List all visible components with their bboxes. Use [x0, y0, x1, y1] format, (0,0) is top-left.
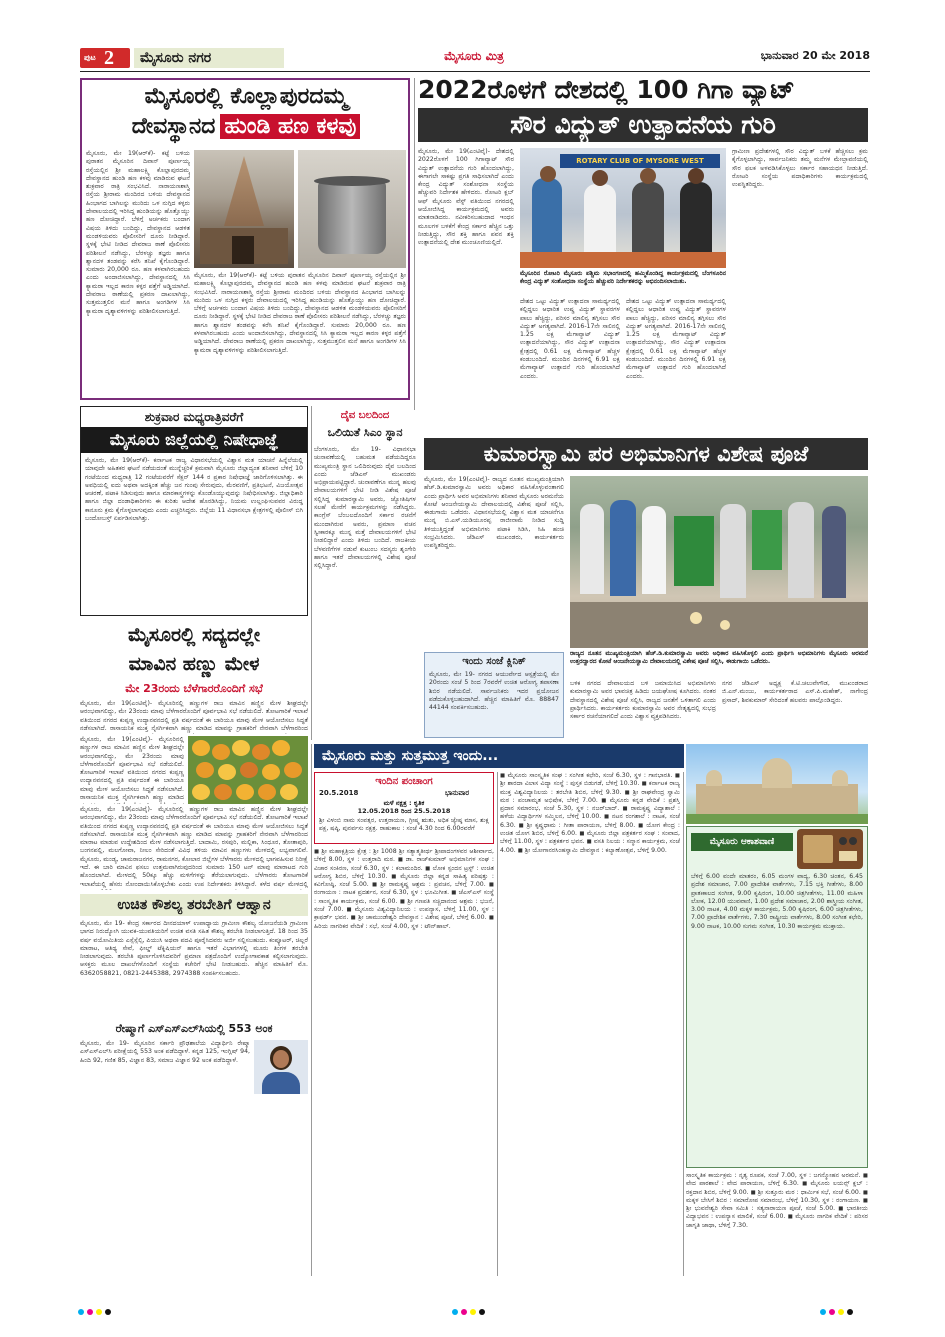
temple-body: ಮೈಸೂರು, ಮೇ 19(ಆರ್‌ಕೆ)- ಕಟ್ಟೆ ಬಳಿಯ ಪುರಾತನ ಮೈಸೂರಿನ ದಿವಾನ್ ಪೂರ್ಣಯ್ಯ ರಸ್ತೆಯಲ್ಲಿನ ಶ್ರೀ ಮಹಾಲಕ್ಷ್ಮಿ ಕೊಲ್ಲಾಪುರದಮ್ಮ ದೇವಸ್ಥಾನದ ಹುಂಡಿ ಹಣ ಕಳವು ಮಾಡಿರುವ ಘಟನೆ ಶುಕ್ರವಾರ ರಾತ್ರಿ ಸಂಭವಿಸಿದೆ. ನಾರಾಯಣಶಾಸ್ತ್ರಿ ರಸ್ತೆಯ ಶ್ರೀರಾಮ ಮಂದಿರದ ಬಳಿಯ ದೇವಸ್ಥಾನದ ಹಿಂಭಾಗದ ಬಾಗಿಲನ್ನು ಮುರಿದು ಒಳ ನುಗ್ಗಿದ ಕಳ್ಳರು ದೇವಾಲಯದಲ್ಲಿ ಇರಿಸಿದ್ದ ಹುಂಡಿಯನ್ನು ಹೊತ್ತೊಯ್ದು ಹಣ ದೋಚಿದ್ದಾರೆ. ಬೆಳಿಗ್ಗೆ ಅರ್ಚಕರು ಬಂದಾಗ ವಿಷಯ ತಿಳಿದು ಬಂದಿದ್ದು, ದೇವಸ್ಥಾನದ ಆಡಳಿತ ಮಂಡಳಿಯವರು ಪೊಲೀಸರಿಗೆ ದೂರು ನೀಡಿದ್ದಾರೆ. ಸ್ಥಳಕ್ಕೆ ಭೇಟಿ ನೀಡಿದ ದೇವರಾಜ ಠಾಣೆ ಪೊಲೀಸರು ಪರಿಶೀಲನೆ ನಡೆಸಿದ್ದು, ಬೆರಳಚ್ಚು ತಜ್ಞರು ಹಾಗೂ ಶ್ವಾನದಳ ತಂಡವನ್ನು ಕರೆಸಿ ತನಿಖೆ ಕೈಗೊಂಡಿದ್ದಾರೆ. ಸುಮಾರು 20,000 ರೂ. ಹಣ ಕಳವಾಗಿರಬಹುದು ಎಂದು ಅಂದಾಜಿಸಲಾಗಿದ್ದು, ದೇವಸ್ಥಾನದಲ್ಲಿ ಸಿಸಿ ಕ್ಯಾಮರಾ ಇಲ್ಲದ ಕಾರಣ ಕಳ್ಳರ ಪತ್ತೆಗೆ ಅಡ್ಡಿಯಾಗಿದೆ. ದೇವರಾಜ ಠಾಣೆಯಲ್ಲಿ ಪ್ರಕರಣ ದಾಖಲಾಗಿದ್ದು, ಸುತ್ತಮುತ್ತಲಿನ ಮನೆ ಹಾಗೂ ಅಂಗಡಿಗಳ ಸಿಸಿ ಕ್ಯಾಮರಾ ದೃಶ್ಯಾವಳಿಗಳನ್ನು ಪರಿಶೀಲಿಸಲಾಗುತ್ತಿದೆ.	[86, 150, 190, 315]
kumaraswamy-body-2: ಬಳಿಕ ನಗರದ ದೇವಾಲಯದ ಬಳಿ ಜಮಾಯಿಸಿದ ಅಭಿಮಾನಿಗಳು ಕುಮಾರಸ್ವಾಮಿ ಅವರ ಭಾವಚಿತ್ರ ಹಿಡಿದು ಜಯಘೋಷ ಕೂಗಿದರು. ನಂತರ ದೇವಸ್ಥಾನದಲ್ಲಿ ವಿಶೇಷ ಪೂಜೆ ಸಲ್ಲಿಸಿ, ರಾಜ್ಯದ ಜನತೆಗೆ ಒಳಿತಾಗಲಿ ಎಂದು ಪ್ರಾರ್ಥಿಸಿದರು. ಕಾರ್ಯಕರ್ತರು ಕುಮಾರಸ್ವಾಮಿ ಅವರ ನೇತೃತ್ವದಲ್ಲಿ ಸುಭದ್ರ ಸರ್ಕಾರ ರಚನೆಯಾಗಲಿದೆ ಎಂದು ವಿಶ್ವಾಸ ವ್ಯಕ್ತಪಡಿಸಿದರು.	[570, 680, 716, 721]
registration-marks-center	[452, 1300, 488, 1319]
temple-body-continued: ಮೈಸೂರು, ಮೇ 19(ಆರ್‌ಕೆ)- ಕಟ್ಟೆ ಬಳಿಯ ಪುರಾತನ ಮೈಸೂರಿನ ದಿವಾನ್ ಪೂರ್ಣಯ್ಯ ರಸ್ತೆಯಲ್ಲಿನ ಶ್ರೀ ಮಹಾಲಕ್ಷ್ಮಿ ಕೊಲ್ಲಾಪುರದಮ್ಮ ದೇವಸ್ಥಾನದ ಹುಂಡಿ ಹಣ ಕಳವು ಮಾಡಿರುವ ಘಟನೆ ಶುಕ್ರವಾರ ರಾತ್ರಿ ಸಂಭವಿಸಿದೆ. ನಾರಾಯಣಶಾಸ್ತ್ರಿ ರಸ್ತೆಯ ಶ್ರೀರಾಮ ಮಂದಿರದ ಬಳಿಯ ದೇವಸ್ಥಾನದ ಹಿಂಭಾಗದ ಬಾಗಿಲನ್ನು ಮುರಿದು ಒಳ ನುಗ್ಗಿದ ಕಳ್ಳರು ದೇವಾಲಯದಲ್ಲಿ ಇರಿಸಿದ್ದ ಹುಂಡಿಯನ್ನು ಹೊತ್ತೊಯ್ದು ಹಣ ದೋಚಿದ್ದಾರೆ. ಬೆಳಿಗ್ಗೆ ಅರ್ಚಕರು ಬಂದಾಗ ವಿಷಯ ತಿಳಿದು ಬಂದಿದ್ದು, ದೇವಸ್ಥಾನದ ಆಡಳಿತ ಮಂಡಳಿಯವರು ಪೊಲೀಸರಿಗೆ ದೂರು ನೀಡಿದ್ದಾರೆ. ಸ್ಥಳಕ್ಕೆ ಭೇಟಿ ನೀಡಿದ ದೇವರಾಜ ಠಾಣೆ ಪೊಲೀಸರು ಪರಿಶೀಲನೆ ನಡೆಸಿದ್ದು, ಬೆರಳಚ್ಚು ತಜ್ಞರು ಹಾಗೂ ಶ್ವಾನದಳ ತಂಡವನ್ನು ಕರೆಸಿ ತನಿಖೆ ಕೈಗೊಂಡಿದ್ದಾರೆ. ಸುಮಾರು 20,000 ರೂ. ಹಣ ಕಳವಾಗಿರಬಹುದು ಎಂದು ಅಂದಾಜಿಸಲಾಗಿದ್ದು, ದೇವಸ್ಥಾನದಲ್ಲಿ ಸಿಸಿ ಕ್ಯಾಮರಾ ಇಲ್ಲದ ಕಾರಣ ಕಳ್ಳರ ಪತ್ತೆಗೆ ಅಡ್ಡಿಯಾಗಿದೆ. ದೇವರಾಜ ಠಾಣೆಯಲ್ಲಿ ಪ್ರಕರಣ ದಾಖಲಾಗಿದ್ದು, ಸುತ್ತಮುತ್ತಲಿನ ಮನೆ ಹಾಗೂ ಅಂಗಡಿಗಳ ಸಿಸಿ ಕ್ಯಾಮರಾ ದೃಶ್ಯಾವಳಿಗಳನ್ನು ಪರಿಶೀಲಿಸಲಾಗುತ್ತಿದೆ.	[194, 272, 406, 354]
mango-photo	[188, 736, 308, 804]
prohibition-headline: ಮೈಸೂರು ಜಿಲ್ಲೆಯಲ್ಲಿ ನಿಷೇಧಾಜ್ಞೆ	[81, 427, 307, 453]
supporters-photo	[570, 476, 868, 648]
registration-marks-left	[78, 1300, 114, 1319]
temple-story	[80, 78, 410, 400]
temple-headline-3: ಹುಂಡಿ ಹಣ ಕಳವು	[220, 114, 360, 139]
solar-body-col4: ಗ್ರಾಮೀಣ ಪ್ರದೇಶಗಳಲ್ಲಿ ಸೌರ ವಿದ್ಯುತ್ ಬಳಕೆ ಹೆಚ್ಚಿಸಲು ಕ್ರಮ ಕೈಗೊಳ್ಳಲಾಗಿದ್ದು, ಸಾರ್ವಜನಿಕರು ತಮ್ಮ ಮನೆಗಳ ಮೇಲ್ಛಾವಣಿಯಲ್ಲಿ ಸೌರ ಫಲಕ ಅಳವಡಿಸಿಕೊಳ್ಳಲು ಸರ್ಕಾರ ಸಹಾಯಧನ ನೀಡುತ್ತಿದೆ. ರೋಟರಿ ಸಂಸ್ಥೆಯ ಪದಾಧಿಕಾರಿಗಳು ಕಾರ್ಯಕ್ರಮದಲ್ಲಿ ಉಪಸ್ಥಿತರಿದ್ದರು.	[732, 148, 868, 189]
panchanga-date: 20.5.2018	[319, 789, 359, 797]
radio-icon	[797, 829, 863, 869]
hundi-photo	[298, 150, 406, 268]
panchanga-body: ಶ್ರೀ ವಿಳಂಬಿ ನಾಮ ಸಂವತ್ಸರ, ಉತ್ತರಾಯಣ, ಗ್ರೀಷ್ಮ ಋತು, ಅಧಿಕ ಜ್ಯೇಷ್ಠ ಮಾಸ, ಶುಕ್ಲ ಪಕ್ಷ, ಷಷ್ಠಿ, ಪುನರ್ವಸು ನಕ್ಷತ್ರ. ರಾಹುಕಾಲ : ಸಂಜೆ 4.30 ರಿಂದ 6.00ರವರೆಗೆ	[319, 817, 489, 833]
cm-body: ಬೆಂಗಳೂರು, ಮೇ 19- ವಿಧಾನಸಭಾ ಚುನಾವಣೆಯಲ್ಲಿ ಬಹುಮತ ಪಡೆಯದಿದ್ದರೂ ಮುಖ್ಯಮಂತ್ರಿ ಸ್ಥಾನ ಒಲಿದಿರುವುದು ದೈವ ಬಲದಿಂದ ಎಂದು ಜೆಡಿಎಸ್ ಮುಖಂಡರು ಅಭಿಪ್ರಾಯಪಟ್ಟಿದ್ದಾರೆ. ಚುನಾವಣೆಗೂ ಮುನ್ನ ಹಲವು ದೇವಾಲಯಗಳಿಗೆ ಭೇಟಿ ನೀಡಿ ವಿಶೇಷ ಪೂಜೆ ಸಲ್ಲಿಸಿದ್ದ ಕುಮಾರಸ್ವಾಮಿ ಅವರು, ಜ್ಯೋತಿಷಿಗಳ ಸಲಹೆ ಮೇರೆಗೆ ಕಾರ್ಯಕ್ರಮಗಳನ್ನು ನಡೆಸಿದ್ದರು. ಕಾಂಗ್ರೆಸ್ ಬೆಂಬಲದೊಂದಿಗೆ ಸರ್ಕಾರ ರಚನೆಗೆ ಮುಂದಾಗಿರುವ ಅವರು, ಪ್ರಮಾಣ ವಚನ ಸ್ವೀಕಾರಕ್ಕೂ ಮುನ್ನ ಮತ್ತೆ ದೇವಾಲಯಗಳಿಗೆ ಭೇಟಿ ನೀಡಲಿದ್ದಾರೆ ಎಂದು ತಿಳಿದು ಬಂದಿದೆ. ರಾಜಕೀಯ ಬೆಳವಣಿಗೆಗಳ ನಡುವೆ ಕುಟುಂಬ ಸದಸ್ಯರು ಶೃಂಗೇರಿ ಹಾಗೂ ಇತರೆ ದೇವಾಲಯಗಳಲ್ಲಿ ವಿಶೇಷ ಪೂಜೆ ಸಲ್ಲಿಸಿದ್ದಾರೆ.	[314, 446, 416, 570]
mango-body-bottom: ಮೈಸೂರು, ಮೇ 19(ಎಂಟಿವೈ)- ಮೈಸೂರಿನಲ್ಲಿ ಹಣ್ಣುಗಳ ರಾಜ ಮಾವಿನ ಹಣ್ಣಿನ ಮೇಳ ಶೀಘ್ರದಲ್ಲೇ ಆರಂಭವಾಗಲಿದ್ದು, ಮೇ 23ರಂದು ಮಾವು ಬೆಳೆಗಾರರೊಂದಿಗೆ ಪೂರ್ವಭಾವಿ ಸಭೆ ನಡೆಯಲಿದೆ. ತೋಟಗಾರಿಕೆ ಇಲಾಖೆ ವತಿಯಿಂದ ನಗರದ ಕುಪ್ಪಣ್ಣ ಉದ್ಯಾನವನದಲ್ಲಿ ಪ್ರತಿ ವರ್ಷದಂತೆ ಈ ಬಾರಿಯೂ ಮಾವು ಮೇಳ ಆಯೋಜಿಸಲು ಸಿದ್ಧತೆ ನಡೆಸಲಾಗಿದೆ. ರಾಸಾಯನಿಕ ಮುಕ್ತ ನೈಸರ್ಗಿಕವಾಗಿ ಹಣ್ಣು ಮಾಡಿದ ಮಾವನ್ನು ಗ್ರಾಹಕರಿಗೆ ನೇರವಾಗಿ ಬೆಳೆಗಾರರಿಂದ ಮಾರಾಟ ಮಾಡುವ ಉದ್ದೇಶದಿಂದ ಮೇಳ ನಡೆಸಲಾಗುತ್ತಿದೆ. ಬಾದಾಮಿ, ರಸಪುರಿ, ಮಲ್ಲಿಕಾ, ಸಿಂಧೂರ, ತೋತಾಪುರಿ, ಬಂಗನಪಲ್ಲಿ, ಮಲಗೋವಾ, ನೀಲಂ ಸೇರಿದಂತೆ ವಿವಿಧ ತಳಿಯ ಮಾವಿನ ಹಣ್ಣುಗಳು ಮೇಳದಲ್ಲಿ ಲಭ್ಯವಾಗಲಿವೆ. ಮೈಸೂರು, ಮಂಡ್ಯ, ಚಾಮರಾಜನಗರ, ರಾಮನಗರ, ಕೋಲಾರ ಜಿಲ್ಲೆಗಳ ಬೆಳೆಗಾರರು ಮೇಳದಲ್ಲಿ ಭಾಗವಹಿಸುವ ನಿರೀಕ್ಷೆ ಇದೆ. ಈ ಬಾರಿ ಮಾವಿನ ಫಸಲು ಉತ್ತಮವಾಗಿರುವುದರಿಂದ ಸುಮಾರು 150 ಟನ್ ಮಾವು ಮಾರಾಟದ ಗುರಿ ಹೊಂದಲಾಗಿದೆ. ಮೇಳದಲ್ಲಿ 50ಕ್ಕೂ ಹೆಚ್ಚು ಮಳಿಗೆಗಳನ್ನು ತೆರೆಯಲಾಗುವುದು. ಬೆಳೆಗಾರರು ತೋಟಗಾರಿಕೆ ಇಲಾಖೆಯಲ್ಲಿ ಹೆಸರು ನೋಂದಾಯಿಸಿಕೊಳ್ಳಬೇಕು ಎಂದು ಉಪ ನಿರ್ದೇಶಕರು ತಿಳಿಸಿದ್ದಾರೆ. ಕಳೆದ ವರ್ಷ ಮೇಳದಲ್ಲಿ	[80, 806, 308, 888]
sslc-body: ಮೈಸೂರು, ಮೇ 19- ಮೈಸೂರಿನ ಸರ್ಕಾರಿ ಪ್ರೌಢಶಾಲೆಯ ವಿದ್ಯಾರ್ಥಿನಿ ರೇಷ್ಮಾ ಎಸ್‌ಎಸ್‌ಎಲ್‌ಸಿ ಪರೀಕ್ಷೆಯಲ್ಲಿ 553 ಅಂಕ ಪಡೆದಿದ್ದಾಳೆ. ಕನ್ನಡ 125, ಇಂಗ್ಲಿಷ್ 94, ಹಿಂದಿ 92, ಗಣಿತ 85, ವಿಜ್ಞಾನ 83, ಸಮಾಜ ವಿಜ್ಞಾನ 92 ಅಂಕ ಪಡೆದಿದ್ದಾಳೆ.	[80, 1040, 250, 1064]
rotary-caption: ಮೈಸೂರಿನ ರೋಟರಿ ಮೈಸೂರು ಪಶ್ಚಿಮ ಸಭಾಂಗಣದಲ್ಲಿ ಹಮ್ಮಿಕೊಂಡಿದ್ದ ಕಾರ್ಯಕ್ರಮದಲ್ಲಿ ಬೆಂಗಳೂರಿನ ಕೇಂದ್ರ ವಿದ್ಯುತ್ ಸಂಶೋಧನಾ ಸಂಸ್ಥೆಯ ಹೆಚ್ಚುವರಿ ನಿರ್ದೇಶಕರನ್ನು ಅಭಿನಂದಿಸಲಾಯಿತು.	[520, 270, 726, 285]
events-col1: ◼ ಶ್ರೀ ಮಹಾಕ್ಷತ್ರಿಯ ಕ್ಷೇತ್ರ : ಶ್ರೀ 1008 ಶ್ರೀ ಸತ್ಯಾತ್ಮತೀರ್ಥ ಶ್ರೀಪಾದಂಗಳವರ ಆಶೀರ್ವಾದ, ಬೆಳಿಗ್ಗೆ 8.00, ಸ್ಥಳ : ಉತ್ತರಾದಿ ಮಠ. ◼ ಡಾ. ರಾಜ್‌ಕುಮಾರ್ ಅಭಿಮಾನಿಗಳ ಸಂಘ : ವಿಚಾರ ಸಂಕಿರಣ, ಸಂಜೆ 6.30, ಸ್ಥಳ : ಕಲಾಮಂದಿರ. ◼ ಲೋಕ ಸ್ಪಂದನ ಟ್ರಸ್ಟ್ : ಉಚಿತ ಆರೋಗ್ಯ ಶಿಬಿರ, ಬೆಳಿಗ್ಗೆ 10.30. ◼ ಮೈಸೂರು ಜಿಲ್ಲಾ ಕನ್ನಡ ಸಾಹಿತ್ಯ ಪರಿಷತ್ತು : ಕವಿಗೋಷ್ಠಿ, ಸಂಜೆ 5.00. ◼ ಶ್ರೀ ರಾಮಕೃಷ್ಣ ಆಶ್ರಮ : ಪ್ರವಚನ, ಬೆಳಿಗ್ಗೆ 7.00. ◼ ರಂಗಾಯಣ : ನಾಟಕ ಪ್ರದರ್ಶನ, ಸಂಜೆ 6.30, ಸ್ಥಳ : ಭೂಮಿಗೀತ. ◼ ಜೆಎಸ್‌ಎಸ್ ಸಂಸ್ಥೆ : ಸಾಂಸ್ಕೃತಿಕ ಕಾರ್ಯಕ್ರಮ, ಸಂಜೆ 6.00. ◼ ಶ್ರೀ ಗಣಪತಿ ಸಚ್ಚಿದಾನಂದ ಆಶ್ರಮ : ಭಜನೆ, ಸಂಜೆ 7.00. ◼ ಮೈಸೂರು ವಿಶ್ವವಿದ್ಯಾನಿಲಯ : ಉಪನ್ಯಾಸ, ಬೆಳಿಗ್ಗೆ 11.00, ಸ್ಥಳ : ಕ್ರಾಫರ್ಡ್ ಭವನ. ◼ ಶ್ರೀ ಚಾಮುಂಡೇಶ್ವರಿ ದೇವಸ್ಥಾನ : ವಿಶೇಷ ಪೂಜೆ, ಬೆಳಿಗ್ಗೆ 6.00. ◼ ಹಿರಿಯ ನಾಗರಿಕರ ವೇದಿಕೆ : ಸಭೆ, ಸಂಜೆ 4.00, ಸ್ಥಳ : ಟೌನ್‌ಹಾಲ್.	[314, 848, 494, 930]
page-number: 2	[104, 47, 114, 69]
radio-title: ಮೈಸೂರು ಆಕಾಶವಾಣಿ	[691, 833, 793, 851]
panchanga-day: ಭಾನುವಾರ	[445, 789, 470, 797]
events-col3: ಸಾಂಸ್ಕೃತಿಕ ಕಾರ್ಯಕ್ರಮ : ನೃತ್ಯ ರೂಪಕ, ಸಂಜೆ 7.00, ಸ್ಥಳ : ಜಗನ್ಮೋಹನ ಅರಮನೆ. ◼ ವೇದ ಪಾಠಶಾಲೆ : ವೇದ ಪಾರಾಯಣ, ಬೆಳಿಗ್ಗೆ 6.30. ◼ ಮೈಸೂರು ಲಯನ್ಸ್ ಕ್ಲಬ್ : ರಕ್ತದಾನ ಶಿಬಿರ, ಬೆಳಿಗ್ಗೆ 9.00. ◼ ಶ್ರೀ ಸುತ್ತೂರು ಮಠ : ಧಾರ್ಮಿಕ ಸಭೆ, ಸಂಜೆ 6.00. ◼ ಮಕ್ಕಳ ಬೇಸಿಗೆ ಶಿಬಿರ : ಸಮಾರೋಪ ಸಮಾರಂಭ, ಬೆಳಿಗ್ಗೆ 10.30, ಸ್ಥಳ : ರಂಗಾಯಣ. ◼ ಶ್ರೀ ಭುವನೇಶ್ವರಿ ಸೇವಾ ಸಮಿತಿ : ಸತ್ಯನಾರಾಯಣ ಪೂಜೆ, ಸಂಜೆ 5.00. ◼ ಭಾರತೀಯ ವಿದ್ಯಾಭವನ : ಉಪನ್ಯಾಸ ಮಾಲಿಕೆ, ಸಂಜೆ 6.00. ◼ ಮೈಸೂರು ನಾಗರಿಕ ವೇದಿಕೆ : ಪರಿಸರ ಜಾಗೃತಿ ಜಾಥಾ, ಬೆಳಿಗ್ಗೆ 7.30.	[686, 1172, 868, 1229]
mango-subhead: ಮೇ 23ರಂದು ಬೆಳೆಗಾರರೊಂದಿಗೆ ಸಭೆ	[125, 682, 263, 695]
rotary-banner: ROTARY CLUB OF MYSORE WEST	[560, 154, 720, 168]
solar-headline-1: 2022ರೊಳಗೆ ದೇಶದಲ್ಲಿ 100 ಗಿಗಾ ವ್ಯಾಟ್	[418, 75, 795, 104]
mango-body-top: ಮೈಸೂರು, ಮೇ 19(ಎಂಟಿವೈ)- ಮೈಸೂರಿನಲ್ಲಿ ಹಣ್ಣುಗಳ ರಾಜ ಮಾವಿನ ಹಣ್ಣಿನ ಮೇಳ ಶೀಘ್ರದಲ್ಲೇ ಆರಂಭವಾಗಲಿದ್ದು, ಮೇ 23ರಂದು ಮಾವು ಬೆಳೆಗಾರರೊಂದಿಗೆ ಪೂರ್ವಭಾವಿ ಸಭೆ ನಡೆಯಲಿದೆ. ತೋಟಗಾರಿಕೆ ಇಲಾಖೆ ವತಿಯಿಂದ ನಗರದ ಕುಪ್ಪಣ್ಣ ಉದ್ಯಾನವನದಲ್ಲಿ ಪ್ರತಿ ವರ್ಷದಂತೆ ಈ ಬಾರಿಯೂ ಮಾವು ಮೇಳ ಆಯೋಜಿಸಲು ಸಿದ್ಧತೆ ನಡೆಸಲಾಗಿದೆ. ರಾಸಾಯನಿಕ ಮುಕ್ತ ನೈಸರ್ಗಿಕವಾಗಿ ಹಣ್ಣು ಮಾಡಿದ ಮಾವನ್ನು ಗ್ರಾಹಕರಿಗೆ ನೇರವಾಗಿ ಬೆಳೆಗಾರರಿಂದ	[80, 700, 308, 732]
clinic-box	[424, 652, 564, 738]
kumaraswamy-headline: ಕುಮಾರಸ್ವಾಮಿ ಪರ ಅಭಿಮಾನಿಗಳ ವಿಶೇಷ ಪೂಜೆ	[424, 438, 868, 470]
mango-headline-1: ಮೈಸೂರಲ್ಲಿ ಸದ್ಯದಲ್ಲೇ	[127, 624, 261, 646]
temple-headline-1: ಮೈಸೂರಲ್ಲಿ ಕೊಲ್ಲಾಪುರದಮ್ಮ	[144, 84, 348, 109]
sslc-headline: ರೇಷ್ಮಾಗೆ ಎಸ್‌ಎಸ್‌ಎಲ್‌ಸಿಯಲ್ಲಿ 553 ಅಂಕ	[115, 1022, 273, 1035]
column-rule	[311, 744, 312, 1276]
prohibition-body: ಮೈಸೂರು, ಮೇ 19(ಆರ್‌ಕೆ)- ಕರ್ನಾಟಕ ರಾಜ್ಯ ವಿಧಾನಸಭೆಯಲ್ಲಿ ವಿಶ್ವಾಸ ಮತ ಯಾಚನೆ ಹಿನ್ನೆಲೆಯಲ್ಲಿ ಯಾವುದೇ ಅಹಿತಕರ ಘಟನೆ ನಡೆಯದಂತೆ ಮುನ್ನೆಚ್ಚರಿಕೆ ಕ್ರಮವಾಗಿ ಮೈಸೂರು ಜಿಲ್ಲಾದ್ಯಂತ ಶನಿವಾರ ಬೆಳಿಗ್ಗೆ 10 ಗಂಟೆಯಿಂದ ಮಧ್ಯರಾತ್ರಿ 12 ಗಂಟೆಯವರೆಗೆ ಸೆಕ್ಷನ್ 144 ರ ಪ್ರಕಾರ ನಿಷೇಧಾಜ್ಞೆ ಜಾರಿಗೊಳಿಸಲಾಗಿತ್ತು. ಈ ಅವಧಿಯಲ್ಲಿ ಐದು ಅಥವಾ ಅದಕ್ಕಿಂತ ಹೆಚ್ಚು ಜನ ಗುಂಪು ಸೇರುವುದು, ಮೆರವಣಿಗೆ, ಪ್ರತಿಭಟನೆ, ವಿಜಯೋತ್ಸವ ಆಚರಣೆ, ಪಟಾಕಿ ಸಿಡಿಸುವುದು ಹಾಗೂ ಮಾರಕಾಸ್ತ್ರಗಳನ್ನು ಕೊಂಡೊಯ್ಯುವುದನ್ನು ನಿಷೇಧಿಸಲಾಗಿತ್ತು. ಜಿಲ್ಲಾಧಿಕಾರಿ ಹಾಗೂ ಜಿಲ್ಲಾ ದಂಡಾಧಿಕಾರಿಗಳು ಈ ಕುರಿತು ಆದೇಶ ಹೊರಡಿಸಿದ್ದು, ನಿಯಮ ಉಲ್ಲಂಘಿಸುವವರ ವಿರುದ್ಧ ಕಾನೂನು ಕ್ರಮ ಕೈಗೊಳ್ಳಲಾಗುವುದು ಎಂದು ಎಚ್ಚರಿಸಿದ್ದರು. ಜಿಲ್ಲೆಯ 11 ವಿಧಾನಸಭಾ ಕ್ಷೇತ್ರಗಳಲ್ಲಿ ಪೊಲೀಸ್ ಬಿಗಿ ಬಂದೋಬಸ್ತ್ ಏರ್ಪಡಿಸಲಾಗಿತ್ತು.	[85, 457, 303, 523]
masthead-rule	[80, 71, 870, 72]
prohibition-kicker: ಶುಕ್ರವಾರ ಮಧ್ಯರಾತ್ರಿವರೆಗೆ	[144, 410, 244, 424]
events-col2: ◼ ಮೈಸೂರು ಸಾಂಸ್ಕೃತಿಕ ಸಂಘ : ಸಂಗೀತ ಕಛೇರಿ, ಸಂಜೆ 6.30, ಸ್ಥಳ : ಗಾನಭಾರತಿ. ◼ ಶ್ರೀ ಶಾರದಾ ವಿಲಾಸ ವಿದ್ಯಾ ಸಂಸ್ಥೆ : ಪುಸ್ತಕ ಬಿಡುಗಡೆ, ಬೆಳಿಗ್ಗೆ 10.30. ◼ ಕರ್ನಾಟಕ ರಾಜ್ಯ ಮುಕ್ತ ವಿಶ್ವವಿದ್ಯಾನಿಲಯ : ತರಬೇತಿ ಶಿಬಿರ, ಬೆಳಿಗ್ಗೆ 9.30. ◼ ಶ್ರೀ ರಾಘವೇಂದ್ರ ಸ್ವಾಮಿ ಮಠ : ಪಂಚಾಮೃತ ಅಭಿಷೇಕ, ಬೆಳಿಗ್ಗೆ 7.00. ◼ ಮೈಸೂರು ಕನ್ನಡ ವೇದಿಕೆ : ಪ್ರಶಸ್ತಿ ಪ್ರದಾನ ಸಮಾರಂಭ, ಸಂಜೆ 5.30, ಸ್ಥಳ : ನಜರ್‌ಬಾದ್. ◼ ರಾಮಕೃಷ್ಣ ವಿದ್ಯಾಶಾಲೆ : ಹಳೆಯ ವಿದ್ಯಾರ್ಥಿಗಳ ಸಮ್ಮಿಲನ, ಬೆಳಿಗ್ಗೆ 10.00. ◼ ನಟನ ರಂಗಶಾಲೆ : ನಾಟಕ, ಸಂಜೆ 6.30. ◼ ಶ್ರೀ ಕೃಷ್ಣಧಾಮ : ಗೀತಾ ಪಾರಾಯಣ, ಬೆಳಿಗ್ಗೆ 8.00. ◼ ಯೋಗ ಕೇಂದ್ರ : ಉಚಿತ ಯೋಗ ಶಿಬಿರ, ಬೆಳಿಗ್ಗೆ 6.00. ◼ ಮೈಸೂರು ಜಿಲ್ಲಾ ಪತ್ರಕರ್ತರ ಸಂಘ : ಸಂವಾದ, ಬೆಳಿಗ್ಗೆ 11.00, ಸ್ಥಳ : ಪತ್ರಕರ್ತರ ಭವನ. ◼ ವಸತಿ ನಿಲಯ : ಸನ್ಮಾನ ಕಾರ್ಯಕ್ರಮ, ಸಂಜೆ 4.00. ◼ ಶ್ರೀ ಯೋಗಾನರಸಿಂಹಸ್ವಾಮಿ ದೇವಸ್ಥಾನ : ಕಲ್ಯಾಣೋತ್ಸವ, ಬೆಳಿಗ್ಗೆ 9.00.	[500, 772, 680, 854]
page-number-badge	[80, 48, 130, 68]
solar-body-col3: ದೇಶದ ಒಟ್ಟು ವಿದ್ಯುತ್ ಉತ್ಪಾದನಾ ಸಾಮರ್ಥ್ಯದಲ್ಲಿ ಕಲ್ಲಿದ್ದಲು ಆಧಾರಿತ ಉಷ್ಣ ವಿದ್ಯುತ್ ಸ್ಥಾವರಗಳ ಪಾಲು ಹೆಚ್ಚಿದ್ದು, ಪರಿಸರ ಮಾಲಿನ್ಯ ತಗ್ಗಿಸಲು ಸೌರ ವಿದ್ಯುತ್ ಅಗತ್ಯವಾಗಿದೆ. 2016-17ನೇ ಸಾಲಿನಲ್ಲಿ 1.25 ಲಕ್ಷ ಮೆಗಾವ್ಯಾಟ್ ವಿದ್ಯುತ್ ಉತ್ಪಾದನೆಯಾಗಿದ್ದು, ಸೌರ ವಿದ್ಯುತ್ ಉತ್ಪಾದನಾ ಕ್ಷೇತ್ರದಲ್ಲಿ 0.61 ಲಕ್ಷ ಮೆಗಾವ್ಯಾಟ್ ಹೆಚ್ಚಳ ಕಂಡುಬಂದಿದೆ. ಮುಂದಿನ ದಿನಗಳಲ್ಲಿ 6.91 ಲಕ್ಷ ಮೆಗಾವ್ಯಾಟ್ ಉತ್ಪಾದನೆ ಗುರಿ ಹೊಂದಲಾಗಿದೆ ಎಂದರು.	[626, 298, 726, 380]
clinic-headline: ಇಂದು ಸಂಜೆ ಕ್ಲಿನಿಕ್	[462, 656, 526, 667]
events-header: ಮೈಸೂರು ಮತ್ತು ಸುತ್ತಮುತ್ತ ಇಂದು...	[314, 744, 684, 768]
rotary-photo	[520, 148, 726, 268]
radio-body: ಬೆಳಿಗ್ಗೆ 6.00 ವಂದೇ ಮಾತರಂ, 6.05 ಮಂಗಳ ವಾದ್ಯ, 6.30 ಚಿಂತನ, 6.45 ಪ್ರದೇಶ ಸಮಾಚಾರ, 7.00 ಪ್ರಾದೇಶಿಕ ವಾರ್ತೆಗಳು, 7.15 ಭಕ್ತಿ ಗೀತೆಗಳು, 8.00 ಪ್ರಾತಃಕಾಲದ ಸಂಗೀತ, 9.00 ಕೃಷಿರಂಗ, 10.00 ಚಿತ್ರಗೀತೆಗಳು, 11.00 ಮಹಿಳಾ ಲೋಕ, 12.00 ಯುವವಾಣಿ, 1.00 ಪ್ರದೇಶ ಸಮಾಚಾರ, 2.00 ಶಾಸ್ತ್ರೀಯ ಸಂಗೀತ, 3.00 ನಾಟಕ, 4.00 ಮಕ್ಕಳ ಕಾರ್ಯಕ್ರಮ, 5.00 ಕೃಷಿರಂಗ, 6.00 ಚಿತ್ರಗೀತೆಗಳು, 7.00 ಪ್ರಾದೇಶಿಕ ವಾರ್ತೆಗಳು, 7.30 ರಾಷ್ಟ್ರೀಯ ವಾರ್ತೆಗಳು, 8.00 ಸಂಗೀತ ಕಛೇರಿ, 9.00 ನಾಟಕ, 10.00 ಸುಗಮ ಸಂಗೀತ, 10.30 ಕಾರ್ಯಕ್ರಮ ಮುಕ್ತಾಯ.	[691, 873, 863, 930]
clinic-body: ಮೈಸೂರು, ಮೇ 19- ನಗರದ ಆಯುರ್ವೇದ ಆಸ್ಪತ್ರೆಯಲ್ಲಿ ಮೇ 20ರಂದು ಸಂಜೆ 5 ರಿಂದ 7ರವರೆಗೆ ಉಚಿತ ಆರೋಗ್ಯ ತಪಾಸಣಾ ಶಿಬಿರ ನಡೆಯಲಿದೆ. ಸಾರ್ವಜನಿಕರು ಇದರ ಪ್ರಯೋಜನ ಪಡೆದುಕೊಳ್ಳಬಹುದಾಗಿದೆ. ಹೆಚ್ಚಿನ ಮಾಹಿತಿಗೆ ಮೊ. 88847 44144 ಸಂಪರ್ಕಿಸಬಹುದು.	[429, 671, 559, 712]
radio-box	[686, 826, 868, 1168]
column-rule	[311, 406, 312, 740]
column-rule	[497, 772, 498, 1276]
masthead	[74, 46, 870, 70]
mango-body-side: ಮೈಸೂರು, ಮೇ 19(ಎಂಟಿವೈ)- ಮೈಸೂರಿನಲ್ಲಿ ಹಣ್ಣುಗಳ ರಾಜ ಮಾವಿನ ಹಣ್ಣಿನ ಮೇಳ ಶೀಘ್ರದಲ್ಲೇ ಆರಂಭವಾಗಲಿದ್ದು, ಮೇ 23ರಂದು ಮಾವು ಬೆಳೆಗಾರರೊಂದಿಗೆ ಪೂರ್ವಭಾವಿ ಸಭೆ ನಡೆಯಲಿದೆ. ತೋಟಗಾರಿಕೆ ಇಲಾಖೆ ವತಿಯಿಂದ ನಗರದ ಕುಪ್ಪಣ್ಣ ಉದ್ಯಾನವನದಲ್ಲಿ ಪ್ರತಿ ವರ್ಷದಂತೆ ಈ ಬಾರಿಯೂ ಮಾವು ಮೇಳ ಆಯೋಜಿಸಲು ಸಿದ್ಧತೆ ನಡೆಸಲಾಗಿದೆ. ರಾಸಾಯನಿಕ ಮುಕ್ತ ನೈಸರ್ಗಿಕವಾಗಿ ಹಣ್ಣು ಮಾಡಿದ	[80, 736, 184, 802]
panchanga-line2: 12.05.2018 ರಿಂದ 25.5.2018	[357, 807, 451, 815]
panchanga-title: ಇಂದಿನ ಪಂಚಾಂಗ	[375, 776, 433, 787]
solar-body-col1: ಮೈಸೂರು, ಮೇ 19(ಎಂಟಿವೈ)- ದೇಶದಲ್ಲಿ 2022ರೊಳಗೆ 100 ಗಿಗಾವ್ಯಾಟ್ ಸೌರ ವಿದ್ಯುತ್ ಉತ್ಪಾದನೆಯ ಗುರಿ ಹೊಂದಲಾಗಿದ್ದು, ಈಗಾಗಲೇ ಸಾಕಷ್ಟು ಪ್ರಗತಿ ಸಾಧಿಸಲಾಗಿದೆ ಎಂದು ಕೇಂದ್ರ ವಿದ್ಯುತ್ ಸಂಶೋಧನಾ ಸಂಸ್ಥೆಯ ಹೆಚ್ಚುವರಿ ನಿರ್ದೇಶಕ ಹೇಳಿದರು. ರೋಟರಿ ಕ್ಲಬ್ ಆಫ್ ಮೈಸೂರು ವೆಸ್ಟ್ ವತಿಯಿಂದ ನಗರದಲ್ಲಿ ಆಯೋಜಿಸಿದ್ದ ಕಾರ್ಯಕ್ರಮದಲ್ಲಿ ಅವರು ಮಾತನಾಡಿದರು. ನವೀಕರಿಸಬಹುದಾದ ಇಂಧನ ಮೂಲಗಳ ಬಳಕೆಗೆ ಕೇಂದ್ರ ಸರ್ಕಾರ ಹೆಚ್ಚಿನ ಒತ್ತು ನೀಡುತ್ತಿದ್ದು, ಸೌರ ಶಕ್ತಿ ಹಾಗೂ ಪವನ ಶಕ್ತಿ ಉತ್ಪಾದನೆಯಲ್ಲಿ ದೇಶ ಮುಂಚೂಣಿಯಲ್ಲಿದೆ.	[418, 148, 514, 247]
training-body: ಮೈಸೂರು, ಮೇ 19- ಕೇಂದ್ರ ಸರ್ಕಾರದ ದೀನದಯಾಳ್ ಉಪಾಧ್ಯಾಯ ಗ್ರಾಮೀಣ ಕೌಶಲ್ಯ ಯೋಜನೆಯಡಿ ಗ್ರಾಮೀಣ ಭಾಗದ ನಿರುದ್ಯೋಗಿ ಯುವಕ-ಯುವತಿಯರಿಗೆ ಉಚಿತ ವಸತಿ ಸಹಿತ ಕೌಶಲ್ಯ ತರಬೇತಿ ನೀಡಲಾಗುತ್ತಿದೆ. 18 ರಿಂದ 35 ವರ್ಷ ವಯೋಮಿತಿಯ ಎಸ್ಸೆಸ್ಸೆಲ್ಸಿ, ಪಿಯುಸಿ ಅಥವಾ ಪದವಿ ಪೂರೈಸಿದವರು ಅರ್ಜಿ ಸಲ್ಲಿಸಬಹುದು. ಕಂಪ್ಯೂಟರ್, ಚಿಲ್ಲರೆ ಮಾರಾಟ, ಆತಿಥ್ಯ ಸೇವೆ, ಫೀಲ್ಡ್ ಟೆಕ್ನಿಷಿಯನ್ ಹಾಗೂ ಇತರೆ ವಿಭಾಗಗಳಲ್ಲಿ ಮೂರು ತಿಂಗಳ ತರಬೇತಿ ನೀಡಲಾಗುವುದು. ತರಬೇತಿ ಪೂರ್ಣಗೊಳಿಸಿದವರಿಗೆ ಪ್ರಮಾಣ ಪತ್ರದೊಂದಿಗೆ ಉದ್ಯೋಗಾವಕಾಶ ಕಲ್ಪಿಸಲಾಗುವುದು. ಆಸಕ್ತರು ಮೂಲ ದಾಖಲೆಗಳೊಂದಿಗೆ ಸಂಸ್ಥೆಯ ಕಚೇರಿಗೆ ಭೇಟಿ ನೀಡಬಹುದು. ಹೆಚ್ಚಿನ ಮಾಹಿತಿಗೆ ಮೊ. 6362058821, 0821-2445388, 2974388 ಸಂಪರ್ಕಿಸಬಹುದು.	[80, 920, 308, 977]
kumaraswamy-body-3: ನಗರ ಜೆಡಿಎಸ್ ಅಧ್ಯಕ್ಷ ಕೆ.ಟಿ.ಚಲುವೇಗೌಡ, ಮುಖಂಡರಾದ ಜಿ.ಎನ್.ಮಂಜು, ಕಾರ್ಯಕರ್ತರಾದ ಎಸ್.ಪಿ.ಮಹೇಶ್, ನಾಗೇಂದ್ರ ಪ್ರಸಾದ್, ಶಿವಕುಮಾರ್ ಸೇರಿದಂತೆ ಹಲವರು ಪಾಲ್ಗೊಂಡಿದ್ದರು.	[722, 680, 868, 704]
solar-headline-2: ಸೌರ ವಿದ್ಯುತ್ ಉತ್ಪಾದನೆಯ ಗುರಿ	[418, 108, 868, 142]
prohibition-story	[80, 406, 308, 616]
temple-headline-row-2	[86, 114, 406, 144]
date-line: ಭಾನುವಾರ 20 ಮೇ 2018	[760, 49, 870, 62]
page-label: ಪುಟ	[84, 53, 96, 62]
training-headline: ಉಚಿತ ಕೌಶಲ್ಯ ತರಬೇತಿಗೆ ಆಹ್ವಾನ	[80, 894, 308, 916]
temple-headline-2: ದೇವಸ್ಥಾನದ	[131, 114, 216, 139]
section-name: ಮೈಸೂರು ನಗರ	[134, 48, 284, 68]
supporters-caption: ರಾಜ್ಯದ ನೂತನ ಮುಖ್ಯಮಂತ್ರಿಯಾಗಿ ಹೆಚ್.ಡಿ.ಕುಮಾರಸ್ವಾಮಿ ಅವರು ಅಧಿಕಾರ ವಹಿಸಿಕೊಳ್ಳಲಿ ಎಂದು ಪ್ರಾರ್ಥಿಸಿ ಅಭಿಮಾನಿಗಳು ಮೈಸೂರು ಅರಮನೆ ಉತ್ತರದ್ವಾರದ ಕೋಟೆ ಆಂಜನೇಯಸ್ವಾಮಿ ದೇವಾಲಯದಲ್ಲಿ ವಿಶೇಷ ಪೂಜೆ ಸಲ್ಲಿಸಿ, ಈಡುಗಾಯಿ ಒಡೆದರು.	[570, 650, 868, 665]
column-rule	[683, 772, 684, 1276]
palace-photo	[686, 744, 868, 824]
kumaraswamy-body: ಮೈಸೂರು, ಮೇ 19(ಎಂಟಿವೈ)- ರಾಜ್ಯದ ನೂತನ ಮುಖ್ಯಮಂತ್ರಿಯಾಗಿ ಹೆಚ್.ಡಿ.ಕುಮಾರಸ್ವಾಮಿ ಅವರು ಅಧಿಕಾರ ವಹಿಸಿಕೊಳ್ಳುವಂತಾಗಲಿ ಎಂದು ಪ್ರಾರ್ಥಿಸಿ ಅವರ ಅಭಿಮಾನಿಗಳು ಶನಿವಾರ ಮೈಸೂರು ಅರಮನೆಯ ಕೋಟೆ ಆಂಜನೇಯಸ್ವಾಮಿ ದೇವಾಲಯದಲ್ಲಿ ವಿಶೇಷ ಪೂಜೆ ಸಲ್ಲಿಸಿ, ಈಡುಗಾಯಿ ಒಡೆದರು. ವಿಧಾನಸಭೆಯಲ್ಲಿ ವಿಶ್ವಾಸ ಮತ ಯಾಚನೆಗೂ ಮುನ್ನ ಬಿ.ಎಸ್.ಯಡಿಯೂರಪ್ಪ ರಾಜೀನಾಮೆ ನೀಡಿದ ಸುದ್ದಿ ತಿಳಿಯುತ್ತಿದ್ದಂತೆ ಅಭಿಮಾನಿಗಳು ಪಟಾಕಿ ಸಿಡಿಸಿ, ಸಿಹಿ ಹಂಚಿ ಸಂಭ್ರಮಿಸಿದರು. ಜೆಡಿಎಸ್ ಮುಖಂಡರು, ಕಾರ್ಯಕರ್ತರು ಉಪಸ್ಥಿತರಿದ್ದರು.	[424, 476, 564, 550]
student-photo	[254, 1040, 308, 1094]
panchanga-line1: ಮಳೆ ನಕ್ಷತ್ರ : ಕೃತಿಕ	[383, 799, 425, 807]
temple-gopura-photo	[194, 150, 294, 268]
solar-body-col2: ದೇಶದ ಒಟ್ಟು ವಿದ್ಯುತ್ ಉತ್ಪಾದನಾ ಸಾಮರ್ಥ್ಯದಲ್ಲಿ ಕಲ್ಲಿದ್ದಲು ಆಧಾರಿತ ಉಷ್ಣ ವಿದ್ಯುತ್ ಸ್ಥಾವರಗಳ ಪಾಲು ಹೆಚ್ಚಿದ್ದು, ಪರಿಸರ ಮಾಲಿನ್ಯ ತಗ್ಗಿಸಲು ಸೌರ ವಿದ್ಯುತ್ ಅಗತ್ಯವಾಗಿದೆ. 2016-17ನೇ ಸಾಲಿನಲ್ಲಿ 1.25 ಲಕ್ಷ ಮೆಗಾವ್ಯಾಟ್ ವಿದ್ಯುತ್ ಉತ್ಪಾದನೆಯಾಗಿದ್ದು, ಸೌರ ವಿದ್ಯುತ್ ಉತ್ಪಾದನಾ ಕ್ಷೇತ್ರದಲ್ಲಿ 0.61 ಲಕ್ಷ ಮೆಗಾವ್ಯಾಟ್ ಹೆಚ್ಚಳ ಕಂಡುಬಂದಿದೆ. ಮುಂದಿನ ದಿನಗಳಲ್ಲಿ 6.91 ಲಕ್ಷ ಮೆಗಾವ್ಯಾಟ್ ಉತ್ಪಾದನೆ ಗುರಿ ಹೊಂದಲಾಗಿದೆ ಎಂದರು.	[520, 298, 620, 380]
cm-headline: ಒಲಿಯಿತೆ ಸಿಎಂ ಸ್ಥಾನ	[327, 426, 403, 439]
registration-marks-right	[820, 1300, 856, 1319]
column-rule	[414, 78, 415, 410]
mango-headline-2: ಮಾವಿನ ಹಣ್ಣು ಮೇಳ	[128, 653, 260, 675]
paper-name: ಮೈಸೂರು ಮಿತ್ರ	[444, 49, 504, 63]
panchanga-box	[314, 772, 494, 844]
cm-kicker: ದೈವ ಬಲದಿಂದ	[340, 410, 390, 421]
